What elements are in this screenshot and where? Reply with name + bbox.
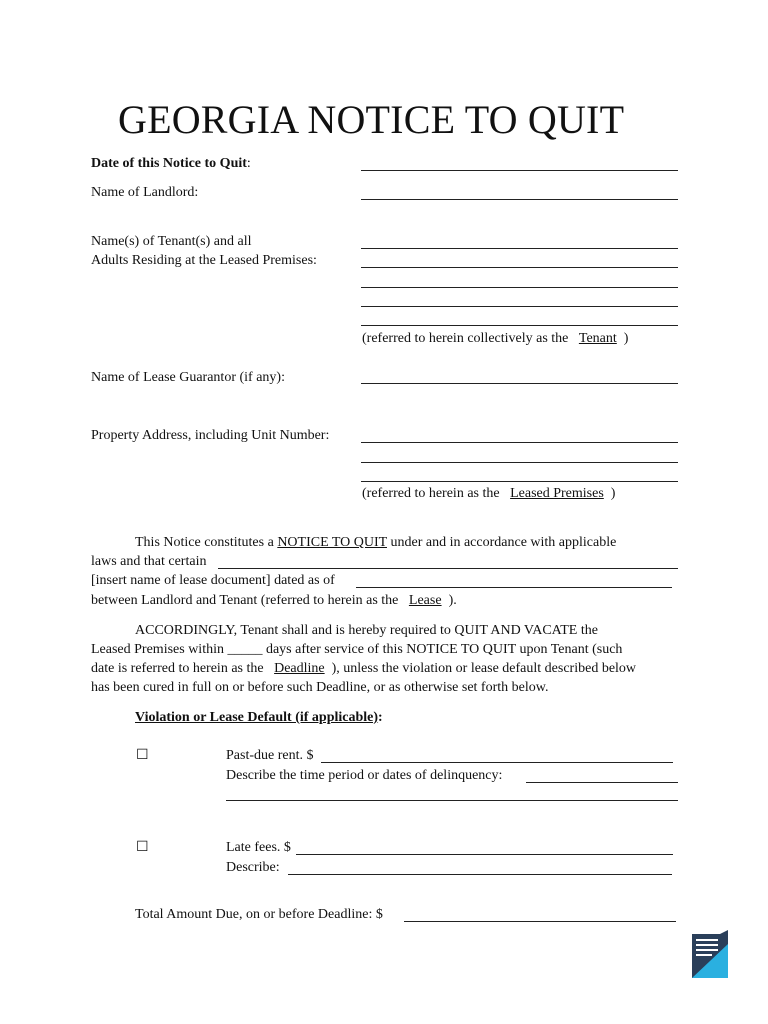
- premises-ref-post: ): [610, 486, 616, 501]
- late-fees-checkbox[interactable]: ☐: [136, 839, 149, 855]
- para1-notice-term: NOTICE TO QUIT: [277, 535, 387, 550]
- para1-lease-term: Lease: [408, 593, 442, 608]
- landlord-label: Name of Landlord:: [91, 185, 199, 200]
- guarantor-field[interactable]: [361, 383, 678, 384]
- fees-describe-label: Describe:: [226, 860, 280, 875]
- tenant-field-5[interactable]: [361, 325, 678, 326]
- para2-line3-post: ), unless the violation or lease default described below: [331, 661, 637, 676]
- address-field-2[interactable]: [361, 462, 678, 463]
- para2-line2: Leased Premises within _____ days after service of this NOTICE TO QUIT upon Tenant (such: [91, 642, 623, 657]
- tenant-field-3[interactable]: [361, 287, 678, 288]
- rent-describe-field-1[interactable]: [526, 782, 678, 783]
- violation-heading-colon: :: [378, 710, 383, 725]
- tenant-label-line2: Adults Residing at the Leased Premises:: [91, 253, 317, 268]
- tenant-ref-term: Tenant: [578, 331, 617, 346]
- para1-line1-pre: This Notice constitutes a: [135, 535, 274, 550]
- address-label: Property Address, including Unit Number:: [91, 428, 330, 443]
- total-label: Total Amount Due, on or before Deadline: $: [135, 907, 383, 922]
- tenant-label-line1: Name(s) of Tenant(s) and all: [91, 234, 252, 249]
- tenant-field-1[interactable]: [361, 248, 678, 249]
- para1-line3: [insert name of lease document] dated as of: [91, 573, 335, 588]
- tenant-ref-post: ): [623, 331, 629, 346]
- lease-date-field[interactable]: [356, 587, 672, 588]
- landlord-field[interactable]: [361, 199, 678, 200]
- para1-line1-post: under and in accordance with applicable: [390, 535, 617, 550]
- para2-deadline-term: Deadline: [274, 661, 325, 676]
- tenant-field-2[interactable]: [361, 267, 678, 268]
- date-field[interactable]: [361, 170, 678, 171]
- para2-line4: has been cured in full on or before such Deadline, or as otherwise set forth below.: [91, 680, 549, 695]
- para1-line4: [91, 592, 457, 610]
- total-amount-field[interactable]: [404, 921, 676, 922]
- para1-line2: laws and that certain: [91, 554, 207, 569]
- date-label-colon: :: [246, 156, 251, 171]
- page-title: GEORGIA NOTICE TO QUIT: [118, 97, 625, 142]
- tenant-field-4[interactable]: [361, 306, 678, 307]
- guarantor-label: Name of Lease Guarantor (if any):: [91, 370, 285, 385]
- rent-describe-label: Describe the time period or dates of delinquency:: [226, 768, 503, 783]
- para1-line1: [135, 534, 616, 552]
- para1-line4-pre: between Landlord and Tenant (referred to herein as the: [91, 593, 399, 608]
- rent-label: Past-due rent. $: [226, 748, 314, 763]
- para2-line1: ACCORDINGLY, Tenant shall and is hereby required to QUIT AND VACATE the: [135, 623, 598, 638]
- para2-line3: [91, 660, 636, 678]
- fees-describe-field[interactable]: [288, 874, 672, 875]
- rent-amount-field[interactable]: [321, 762, 673, 763]
- tenant-ref-pre: (referred to herein collectively as the: [362, 331, 569, 346]
- premises-reference: [362, 485, 615, 503]
- lease-document-field[interactable]: [218, 568, 678, 569]
- date-label-row: [91, 155, 251, 173]
- para2-line3-pre: date is referred to herein as the: [91, 661, 264, 676]
- fees-label: Late fees. $: [226, 840, 291, 855]
- premises-ref-term: Leased Premises: [510, 486, 604, 501]
- violation-heading: [135, 709, 383, 727]
- rent-describe-field-2[interactable]: [226, 800, 678, 801]
- tenant-reference: [362, 330, 628, 348]
- violation-heading-text: Violation or Lease Default (if applicable): [135, 710, 379, 725]
- address-field-1[interactable]: [361, 442, 678, 443]
- past-due-rent-checkbox[interactable]: ☐: [136, 747, 149, 763]
- premises-ref-pre: (referred to herein as the: [362, 486, 500, 501]
- date-label: Date of this Notice to Quit: [91, 156, 247, 171]
- fees-amount-field[interactable]: [296, 854, 673, 855]
- document-logo-icon: [690, 930, 730, 982]
- para1-line4-post: ).: [448, 593, 457, 608]
- address-field-3[interactable]: [361, 481, 678, 482]
